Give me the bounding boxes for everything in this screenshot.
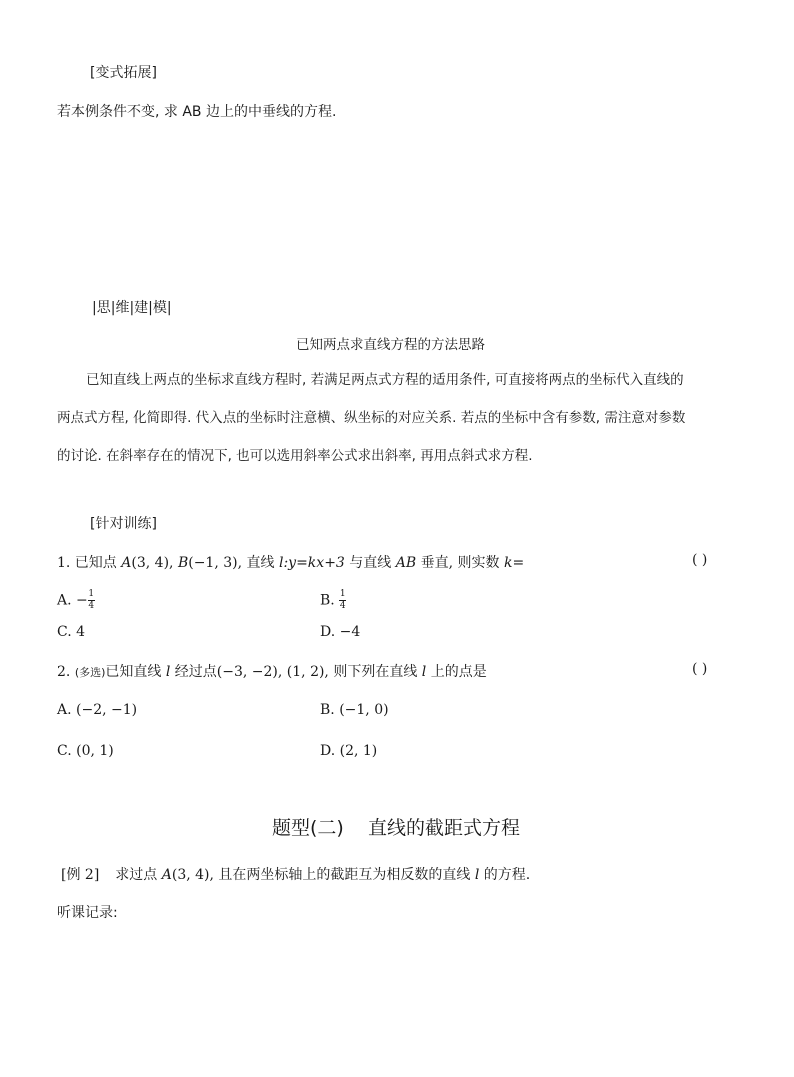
q2-line-1: l — [165, 664, 171, 680]
example-label: [例 2] — [61, 867, 100, 883]
training-heading: [针对训练] — [90, 516, 157, 532]
example-2 — [61, 864, 530, 884]
q2-option-a: A. (−2, −1) — [57, 702, 138, 718]
q2-text-3: 上的点是 — [426, 664, 487, 680]
q1-option-b-den: 4 — [339, 601, 346, 611]
example-text-2: (3, 4), 且在两坐标轴上的截距互为相反数的直线 — [171, 867, 475, 883]
q1-answer-bracket: ( ) — [692, 552, 708, 568]
section-title: 题型(二) 直线的截距式方程 — [272, 817, 520, 839]
q1-option-b-num: 1 — [339, 589, 346, 599]
q1-equation: :y=kx+3 — [283, 555, 345, 571]
q2-option-b: B. (−1, 0) — [320, 702, 389, 718]
variant-heading: [变式拓展] — [90, 65, 157, 81]
tag-char-3: 建 — [134, 300, 149, 316]
q1-option-a-den: 4 — [88, 601, 95, 611]
lecture-notes-label: 听课记录: — [57, 905, 118, 921]
q2-option-c: C. (0, 1) — [57, 743, 114, 759]
example-point-a: A — [161, 867, 172, 883]
q2-line-2: l — [421, 664, 427, 680]
q1-option-b — [320, 590, 346, 611]
q2-prefix: 2. — [57, 664, 75, 680]
q1-option-b-label: B. — [320, 592, 340, 609]
q2-text-1: 已知直线 — [105, 664, 166, 680]
q1-eq-sign: = — [512, 555, 525, 571]
q1-option-a-label: A. − — [57, 592, 88, 609]
q1-coord-b: (−1, 3), 直线 — [188, 555, 279, 571]
tag-char-1: 思 — [96, 300, 111, 316]
model-paragraph-line-1: 已知直线上两点的坐标求直线方程时, 若满足两点式方程的适用条件, 可直接将两点的坐标代入直线的 — [86, 372, 684, 388]
q1-mid: 与直线 — [344, 555, 396, 571]
q1-option-b-fraction — [339, 590, 346, 611]
question-1 — [57, 552, 524, 572]
q2-answer-bracket: ( ) — [692, 661, 708, 677]
q1-point-a: A — [121, 555, 132, 571]
q1-prefix: 1. 已知点 — [57, 555, 122, 571]
q1-k: k — [503, 555, 513, 571]
q1-suffix: 垂直, 则实数 — [416, 555, 504, 571]
q2-option-d: D. (2, 1) — [320, 743, 378, 759]
q1-line-name: l — [278, 555, 284, 571]
q1-ab: AB — [395, 555, 417, 571]
q1-coord-a: (3, 4), — [131, 555, 178, 571]
q1-option-d: D. −4 — [320, 624, 361, 640]
q2-multi-select: (多选) — [74, 666, 106, 679]
question-2 — [57, 661, 487, 681]
model-title: 已知两点求直线方程的方法思路 — [296, 337, 485, 353]
q1-option-a-num: 1 — [88, 589, 95, 599]
thinking-model-tag: |思|维|建|模| — [92, 300, 172, 316]
q1-option-a-fraction — [88, 590, 95, 611]
model-paragraph-line-2: 两点式方程, 化简即得. 代入点的坐标时注意横、纵坐标的对应关系. 若点的坐标中含有参数, 需注意对参数 — [57, 410, 686, 426]
example-text-1: 求过点 — [115, 867, 162, 883]
q1-option-c: C. 4 — [57, 624, 86, 640]
q1-option-a — [57, 590, 95, 611]
q1-point-b: B — [177, 555, 189, 571]
example-text-3: 的方程. — [479, 867, 531, 883]
q2-text-2: 经过点(−3, −2), (1, 2), 则下列在直线 — [170, 664, 422, 680]
model-paragraph-line-3: 的讨论. 在斜率存在的情况下, 也可以选用斜率公式求出斜率, 再用点斜式求方程. — [57, 448, 533, 464]
variant-question: 若本例条件不变, 求 AB 边上的中垂线的方程. — [57, 104, 337, 120]
tag-char-2: 维 — [115, 300, 130, 316]
example-line-l: l — [474, 867, 480, 883]
tag-char-4: 模 — [152, 300, 167, 316]
